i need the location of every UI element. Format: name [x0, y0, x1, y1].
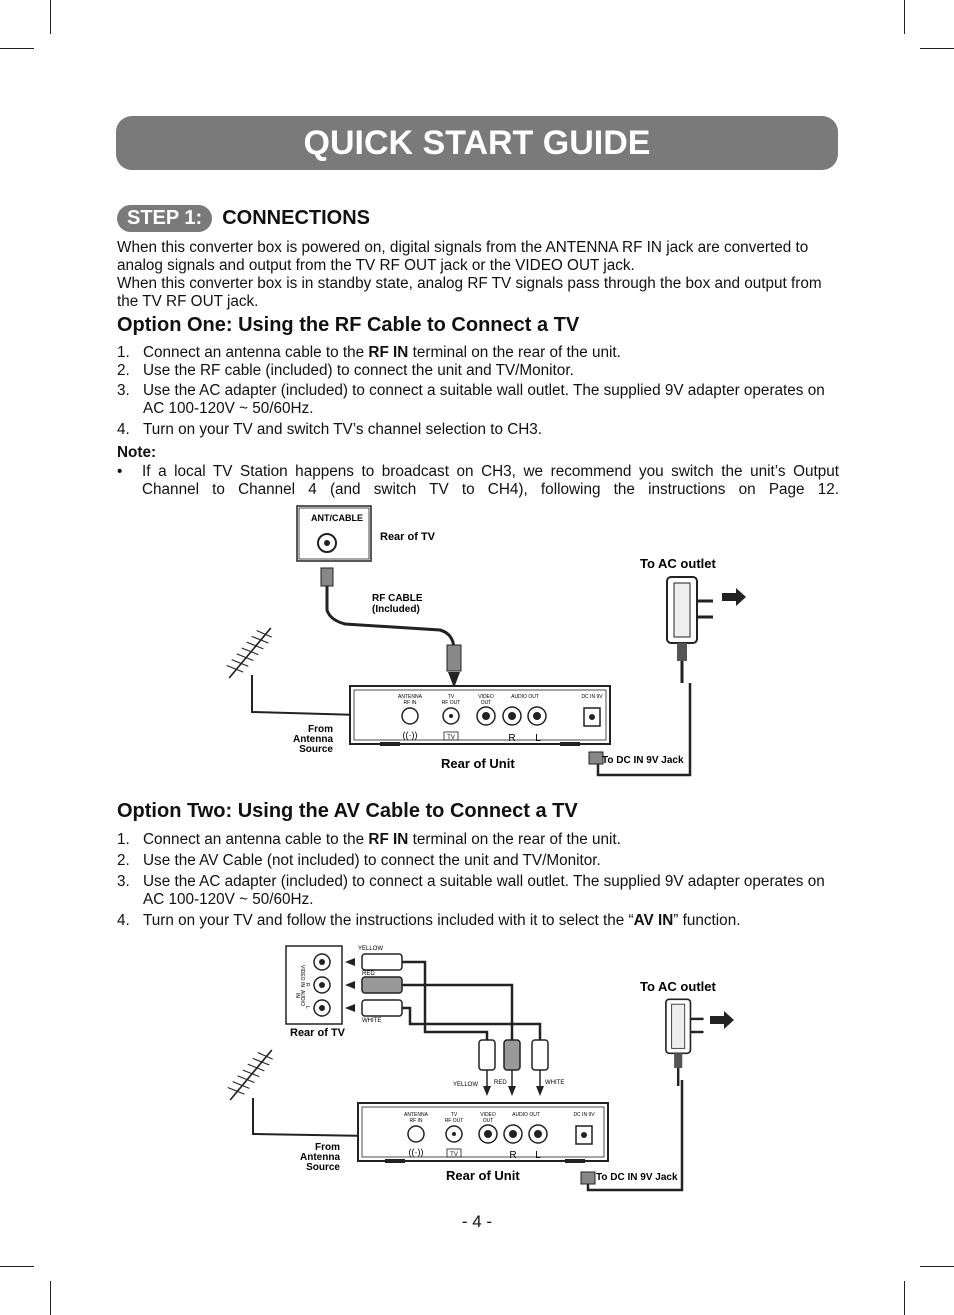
svg-text:VIDEO: VIDEO — [480, 1112, 496, 1118]
svg-text:R: R — [509, 1150, 517, 1161]
to-ac-outlet-label: To AC outlet — [640, 979, 716, 994]
rf-connection-diagram — [220, 500, 760, 790]
svg-text:From: From — [315, 1142, 340, 1153]
crop-mark — [920, 48, 954, 49]
crop-mark — [920, 1266, 954, 1267]
svg-text:VIDEO IN: VIDEO IN — [299, 965, 305, 987]
step-badge: STEP 1: — [117, 205, 212, 232]
rf-plug — [447, 645, 461, 671]
svg-text:TV: TV — [450, 1112, 458, 1118]
list-item: 4. Turn on your TV and follow the instructions included with it to select the “AV IN” function. — [117, 912, 741, 929]
svg-text:WHITE: WHITE — [545, 1080, 565, 1086]
svg-text:Source: Source — [299, 744, 333, 755]
svg-text:RED: RED — [362, 971, 375, 977]
svg-text:R: R — [508, 733, 516, 744]
svg-text:AUDIO: AUDIO — [299, 990, 305, 1006]
dc-jack-label: To DC IN 9V Jack — [602, 755, 684, 766]
list-item: 2. Use the AV Cable (not included) to connect the unit and TV/Monitor. — [117, 852, 601, 869]
svg-text:L: L — [304, 1006, 310, 1009]
list-item: 3. Use the AC adapter (included) to connect a suitable wall outlet. The supplied 9V adapter operates on AC 100-120V ~ 50/60Hz. — [117, 382, 825, 417]
svg-text:VIDEO: VIDEO — [478, 694, 494, 700]
svg-text:Source: Source — [306, 1162, 340, 1173]
crop-mark — [50, 0, 51, 34]
list-item: 4. Turn on your TV and switch TV’s channel selection to CH3. — [117, 421, 543, 438]
svg-text:RF IN: RF IN — [403, 700, 417, 706]
intro-paragraph: When this converter box is in standby state, analog RF TV signals pass through the box and output from the TV RF OUT jack. — [117, 275, 822, 310]
rear-of-tv-label: Rear of TV — [380, 531, 436, 543]
step-title: CONNECTIONS — [222, 206, 371, 229]
svg-text:OUT: OUT — [482, 1118, 494, 1124]
svg-text:R: R — [304, 983, 310, 987]
svg-text:DC IN 9V: DC IN 9V — [573, 1112, 595, 1118]
svg-text:TV: TV — [447, 694, 455, 700]
svg-text:YELLOW: YELLOW — [453, 1082, 479, 1088]
svg-text:((·)): ((·)) — [402, 730, 418, 740]
crop-mark — [50, 1281, 51, 1315]
svg-text:WHITE: WHITE — [362, 1018, 382, 1024]
svg-text:ANTENNA: ANTENNA — [404, 1112, 428, 1118]
rear-of-unit-label: Rear of Unit — [446, 1168, 520, 1183]
svg-text:YELLOW: YELLOW — [358, 946, 384, 952]
svg-text:RF OUT: RF OUT — [441, 700, 461, 706]
ant-cable-label: ANT/CABLE — [311, 513, 363, 523]
rf-cable-label: RF CABLE — [372, 593, 423, 604]
to-ac-outlet-label: To AC outlet — [640, 556, 716, 571]
list-item: 2. Use the RF cable (included) to connect the unit and TV/Monitor. — [117, 362, 574, 379]
svg-text:OUT: OUT — [480, 700, 492, 706]
option-two-heading: Option Two: Using the AV Cable to Connect a TV — [117, 800, 578, 822]
rear-of-unit-label: Rear of Unit — [441, 756, 515, 771]
svg-text:RED: RED — [494, 1080, 507, 1086]
page-title: QUICK START GUIDE — [116, 116, 838, 170]
svg-text:Antenna: Antenna — [300, 1152, 340, 1163]
svg-text:Antenna: Antenna — [293, 734, 333, 745]
crop-mark — [904, 0, 905, 34]
svg-text:L: L — [535, 1150, 541, 1161]
svg-text:IN: IN — [294, 993, 300, 998]
svg-text:TV: TV — [450, 1152, 458, 1158]
svg-text:RF OUT: RF OUT — [444, 1118, 464, 1124]
crop-mark — [0, 48, 34, 49]
svg-text:From: From — [308, 724, 333, 735]
svg-text:AUDIO OUT: AUDIO OUT — [511, 694, 539, 700]
rf-cable-label: (Included) — [372, 604, 420, 615]
svg-text:L: L — [535, 733, 541, 744]
option-one-heading: Option One: Using the RF Cable to Connect a TV — [117, 314, 580, 336]
list-item: 1. Connect an antenna cable to the RF IN terminal on the rear of the unit. — [117, 344, 621, 361]
av-connection-diagram — [220, 938, 760, 1200]
svg-text:((·)): ((·)) — [408, 1147, 424, 1157]
list-item: 3. Use the AC adapter (included) to connect a suitable wall outlet. The supplied 9V adapter operates on AC 100-120V ~ 50/60Hz. — [117, 873, 825, 908]
svg-text:DC IN 9V: DC IN 9V — [581, 694, 603, 700]
step-heading — [117, 204, 370, 232]
crop-mark — [0, 1266, 34, 1267]
list-item: 1. Connect an antenna cable to the RF IN terminal on the rear of the unit. — [117, 831, 621, 848]
dc-jack-label: To DC IN 9V Jack — [596, 1172, 678, 1183]
svg-text:TV: TV — [447, 735, 455, 741]
intro-paragraph: When this converter box is powered on, digital signals from the ANTENNA RF IN jack are converted to analog signals and output from the TV RF OUT jack or the VIDEO OUT jack. — [117, 239, 809, 274]
svg-text:RF IN: RF IN — [409, 1118, 423, 1124]
rear-of-tv-label: Rear of TV — [290, 1027, 346, 1039]
svg-text:AUDIO OUT: AUDIO OUT — [512, 1112, 540, 1118]
crop-mark — [904, 1281, 905, 1315]
note-bullet-item: • If a local TV Station happens to broadcast on CH3, we recommend you switch the unit’s Output Channel to Channel 4 (and switch TV to CH4), following the instructions on Page 12. — [117, 463, 839, 498]
page-number: - 4 - — [461, 1212, 493, 1231]
svg-text:ANTENNA: ANTENNA — [398, 694, 422, 700]
note-label: Note: — [117, 444, 157, 461]
